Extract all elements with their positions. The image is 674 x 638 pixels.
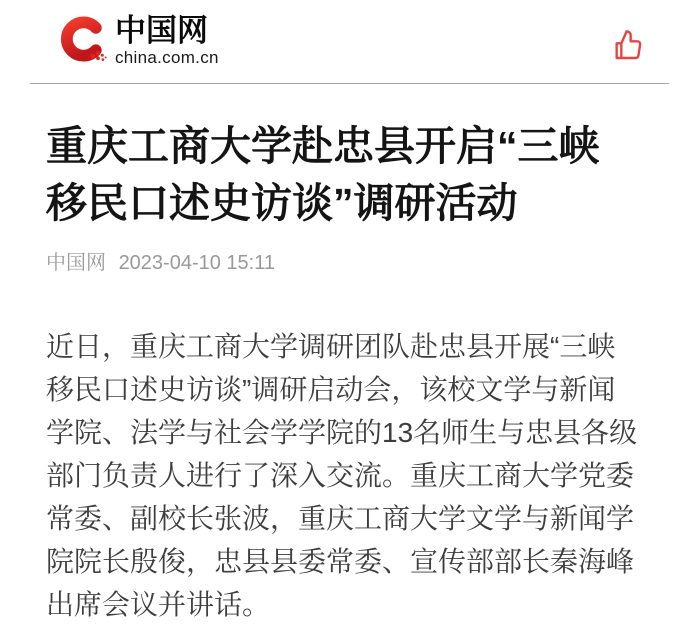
- title-line: 重庆工商大学赴忠县开启“三峡: [46, 123, 600, 169]
- header-divider: [30, 83, 669, 84]
- body-line: 院院长殷俊，忠县县委常委、宣传部部长秦海峰: [46, 546, 635, 577]
- title-line: 移民口述史访谈”调研活动: [46, 180, 518, 226]
- article-meta: [46, 249, 644, 277]
- body-line: 移民口述史访谈”调研启动会，该校文学与新闻: [46, 374, 616, 405]
- article-source: 中国网: [46, 252, 106, 274]
- body-line: 常委、副校长张波，重庆工商大学文学与新闻学: [46, 503, 635, 534]
- logo-text: [115, 13, 219, 66]
- article-title: [46, 118, 644, 232]
- article-publish-time: 2023-04-10 15:11: [118, 252, 275, 274]
- body-line: 近日，重庆工商大学调研团队赴忠县开展“三峡: [46, 331, 616, 362]
- china-net-logo-icon: [60, 15, 107, 65]
- site-name: 中国网: [115, 13, 208, 48]
- article: [0, 118, 674, 626]
- thumbs-up-icon: [612, 25, 644, 63]
- like-button[interactable]: [612, 25, 644, 63]
- site-domain: china.com.cn: [115, 48, 219, 67]
- site-logo[interactable]: [60, 13, 219, 66]
- body-line: 部门负责人进行了深入交流。重庆工商大学党委: [46, 460, 635, 491]
- article-body: [46, 325, 644, 626]
- body-line: 学院、法学与社会学学院的13名师生与忠县各级: [46, 417, 638, 448]
- china-net-logo-icon: [60, 15, 107, 65]
- body-line: 出席会议并讲话。: [46, 589, 271, 620]
- site-header: [0, 0, 674, 83]
